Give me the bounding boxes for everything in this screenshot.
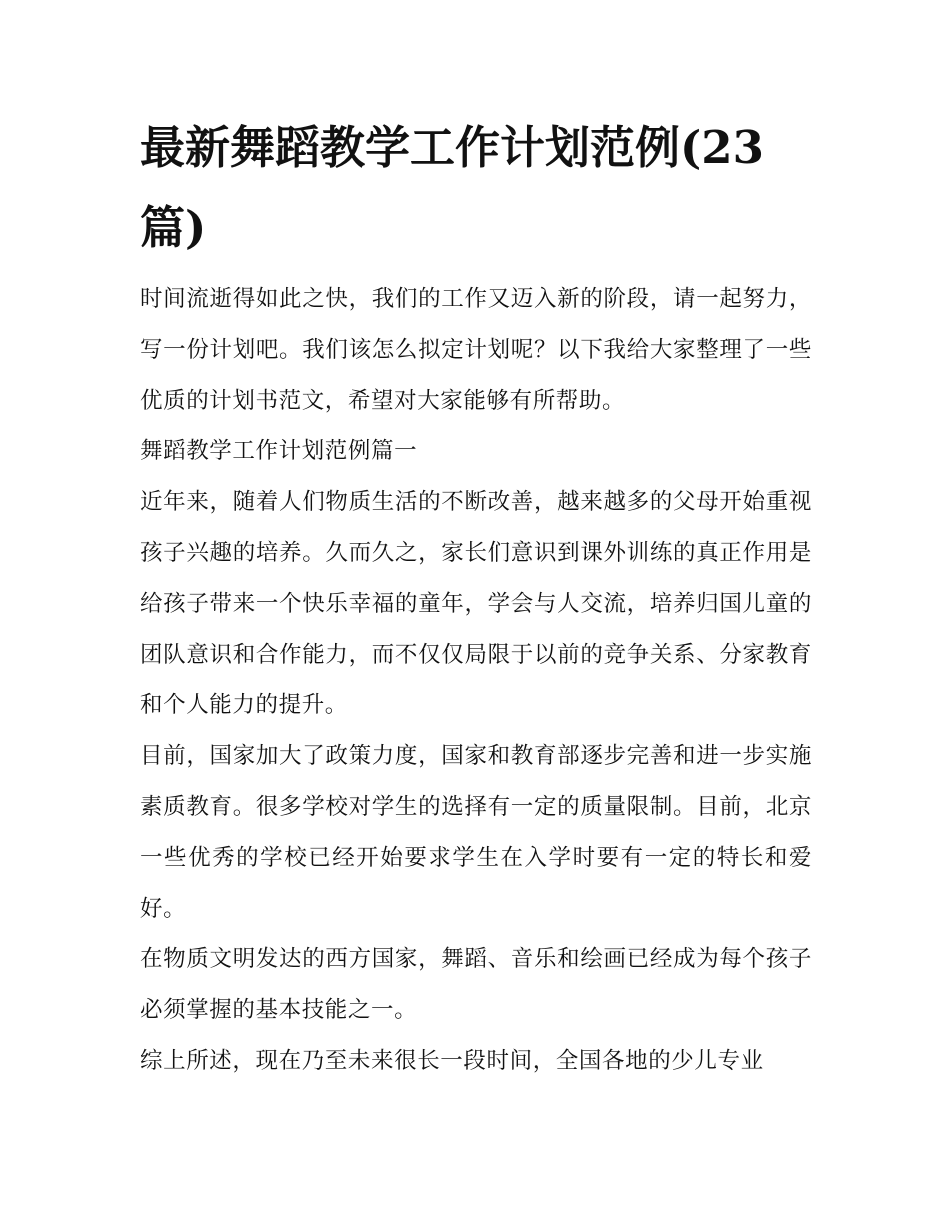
section-heading: 舞蹈教学工作计划范例篇一 (140, 438, 418, 465)
body-paragraph: 在物质文明发达的西方国家，舞蹈、音乐和绘画已经成为每个孩子必须掌握的基本技能之一。 (140, 946, 812, 1024)
intro-paragraph: 时间流逝得如此之快，我们的工作又迈入新的阶段，请一起努力，写一份计划吧。我们该怎么拟定计划呢？以下我给大家整理了一些优质的计划书范文，希望对大家能够有所帮助。 (140, 286, 812, 414)
body-paragraph: 近年来，随着人们物质生活的不断改善，越来越多的父母开始重视孩子兴趣的培养。久而久之，家长们意识到课外训练的真正作用是给孩子带来一个快乐幸福的童年，学会与人交流，培养归国儿童的团队意识和合作能力，而不仅仅局限于以前的竞争关系、分家教育和个人能力的提升。 (140, 489, 812, 719)
document-page (140, 108, 812, 1087)
document-title: 最新舞蹈教学工作计划范例(23篇) (140, 121, 764, 254)
body-paragraph: 目前，国家加大了政策力度，国家和教育部逐步完善和进一步实施素质教育。很多学校对学生的选择有一定的质量限制。目前，北京一些优秀的学校已经开始要求学生在入学时要有一定的特长和爱好。 (140, 743, 812, 922)
body-paragraph: 综上所述，现在乃至未来很长一段时间，全国各地的少儿专业 (140, 1047, 764, 1074)
